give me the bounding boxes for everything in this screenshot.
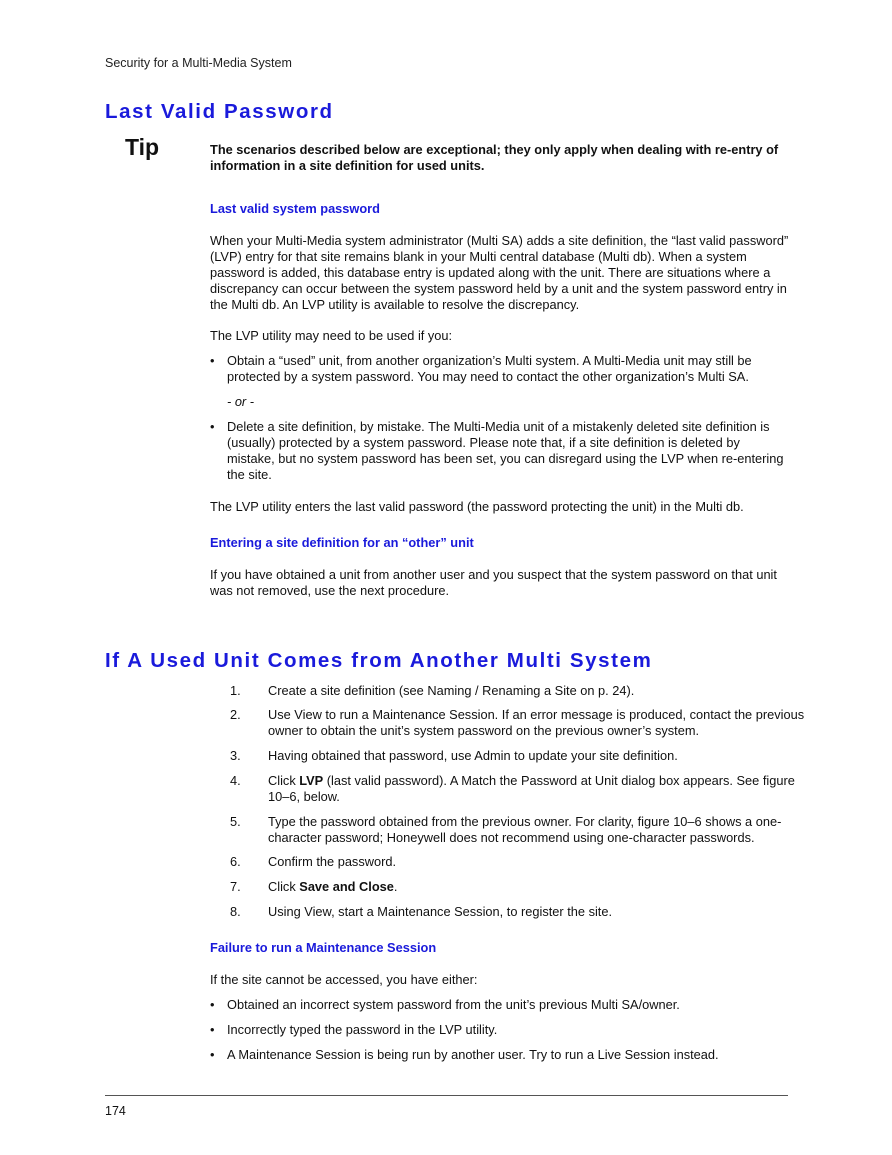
- bullet-dot: •: [210, 419, 215, 434]
- step-number: 4.: [230, 773, 241, 788]
- step-text: Type the password obtained from the previous owner. For clarity, figure 10–6 shows a one-character password; Honeywell does not recommend using one-character passwords.: [268, 814, 782, 845]
- list-item-text: Delete a site definition, by mistake. The Multi-Media unit of a mistakenly deleted site definition is (usually) protected by a system password. Please note that, if a site definition is deleted by mistake, but no system password has been set, you can disregard using the LVP when re-entering the site.: [227, 419, 784, 482]
- step-number: 3.: [230, 748, 241, 763]
- step-text: Use View to run a Maintenance Session. If an error message is produced, contact the previous owner to obtain the unit’s system password on the previous owner’s system.: [268, 707, 805, 738]
- paragraph-intro: When your Multi-Media system administrator (Multi SA) adds a site definition, the “last valid password” (LVP) entry for that site remains blank in your Multi central database (Multi db). When a system password is added, this database entry is updated along with the unit. There are situations where a discrepancy can occur between the system password held by a unit and the system password entry in the Multi db. An LVP utility is available to resolve the discrepancy.: [210, 233, 789, 312]
- step-text: [268, 879, 808, 895]
- paragraph-cannot-access: If the site cannot be accessed, you have either:: [210, 972, 478, 987]
- step-number: 2.: [230, 707, 241, 722]
- subheading-failure: Failure to run a Maintenance Session: [210, 940, 437, 955]
- subheading-entering-site-definition: Entering a site definition for an “other” unit: [210, 535, 474, 550]
- or-separator: - or -: [227, 394, 255, 409]
- step-text-pre: Click: [268, 879, 300, 894]
- bullet-dot: •: [210, 353, 215, 368]
- step-text-post: (last valid password). A Match the Password at Unit dialog box appears. See figure 10–6, below.: [268, 773, 795, 804]
- list-item-text: Obtain a “used” unit, from another organization’s Multi system. A Multi-Media unit may still be protected by a system password. You may need to contact the other organization’s Multi SA.: [227, 353, 752, 384]
- section-title-used-unit: If A Used Unit Comes from Another Multi System: [105, 649, 653, 672]
- bullet-dot: •: [210, 1022, 215, 1037]
- step-text: [268, 773, 808, 805]
- step-text-bold: Save and Close: [299, 879, 394, 894]
- page-number: 174: [105, 1104, 126, 1118]
- tip-label: Tip: [125, 134, 160, 160]
- section-title-last-valid-password: Last Valid Password: [105, 100, 334, 123]
- step-number: 1.: [230, 683, 241, 698]
- step-text: Confirm the password.: [268, 854, 397, 869]
- step-text-pre: Click: [268, 773, 300, 788]
- running-header: Security for a Multi-Media System: [105, 56, 292, 70]
- step-text: Create a site definition (see Naming / Renaming a Site on p. 24).: [268, 683, 635, 698]
- step-text: Having obtained that password, use Admin to update your site definition.: [268, 748, 678, 763]
- step-number: 6.: [230, 854, 241, 869]
- footer-divider: [105, 1095, 788, 1096]
- tip-text: The scenarios described below are exceptional; they only apply when dealing with re-entry of information in a site definition for used units.: [210, 142, 779, 173]
- paragraph-obtained: If you have obtained a unit from another user and you suspect that the system password on that unit was not removed, use the next procedure.: [210, 567, 777, 598]
- step-text: Using View, start a Maintenance Session, to register the site.: [268, 904, 613, 919]
- list-item-text: Incorrectly typed the password in the LVP utility.: [227, 1022, 498, 1037]
- paragraph-enters: The LVP utility enters the last valid password (the password protecting the unit) in the Multi db.: [210, 499, 744, 514]
- list-item-text: A Maintenance Session is being run by another user. Try to run a Live Session instead.: [227, 1047, 719, 1062]
- step-text-post: .: [393, 879, 398, 894]
- bullet-dot: •: [210, 1047, 215, 1062]
- paragraph-may-need: The LVP utility may need to be used if you:: [210, 328, 453, 343]
- bullet-dot: •: [210, 997, 215, 1012]
- step-number: 8.: [230, 904, 241, 919]
- subheading-last-valid-system-password: Last valid system password: [210, 201, 380, 216]
- step-text-bold: LVP: [299, 773, 324, 788]
- list-item-text: Obtained an incorrect system password from the unit’s previous Multi SA/owner.: [227, 997, 680, 1012]
- step-number: 5.: [230, 814, 241, 829]
- step-number: 7.: [230, 879, 241, 894]
